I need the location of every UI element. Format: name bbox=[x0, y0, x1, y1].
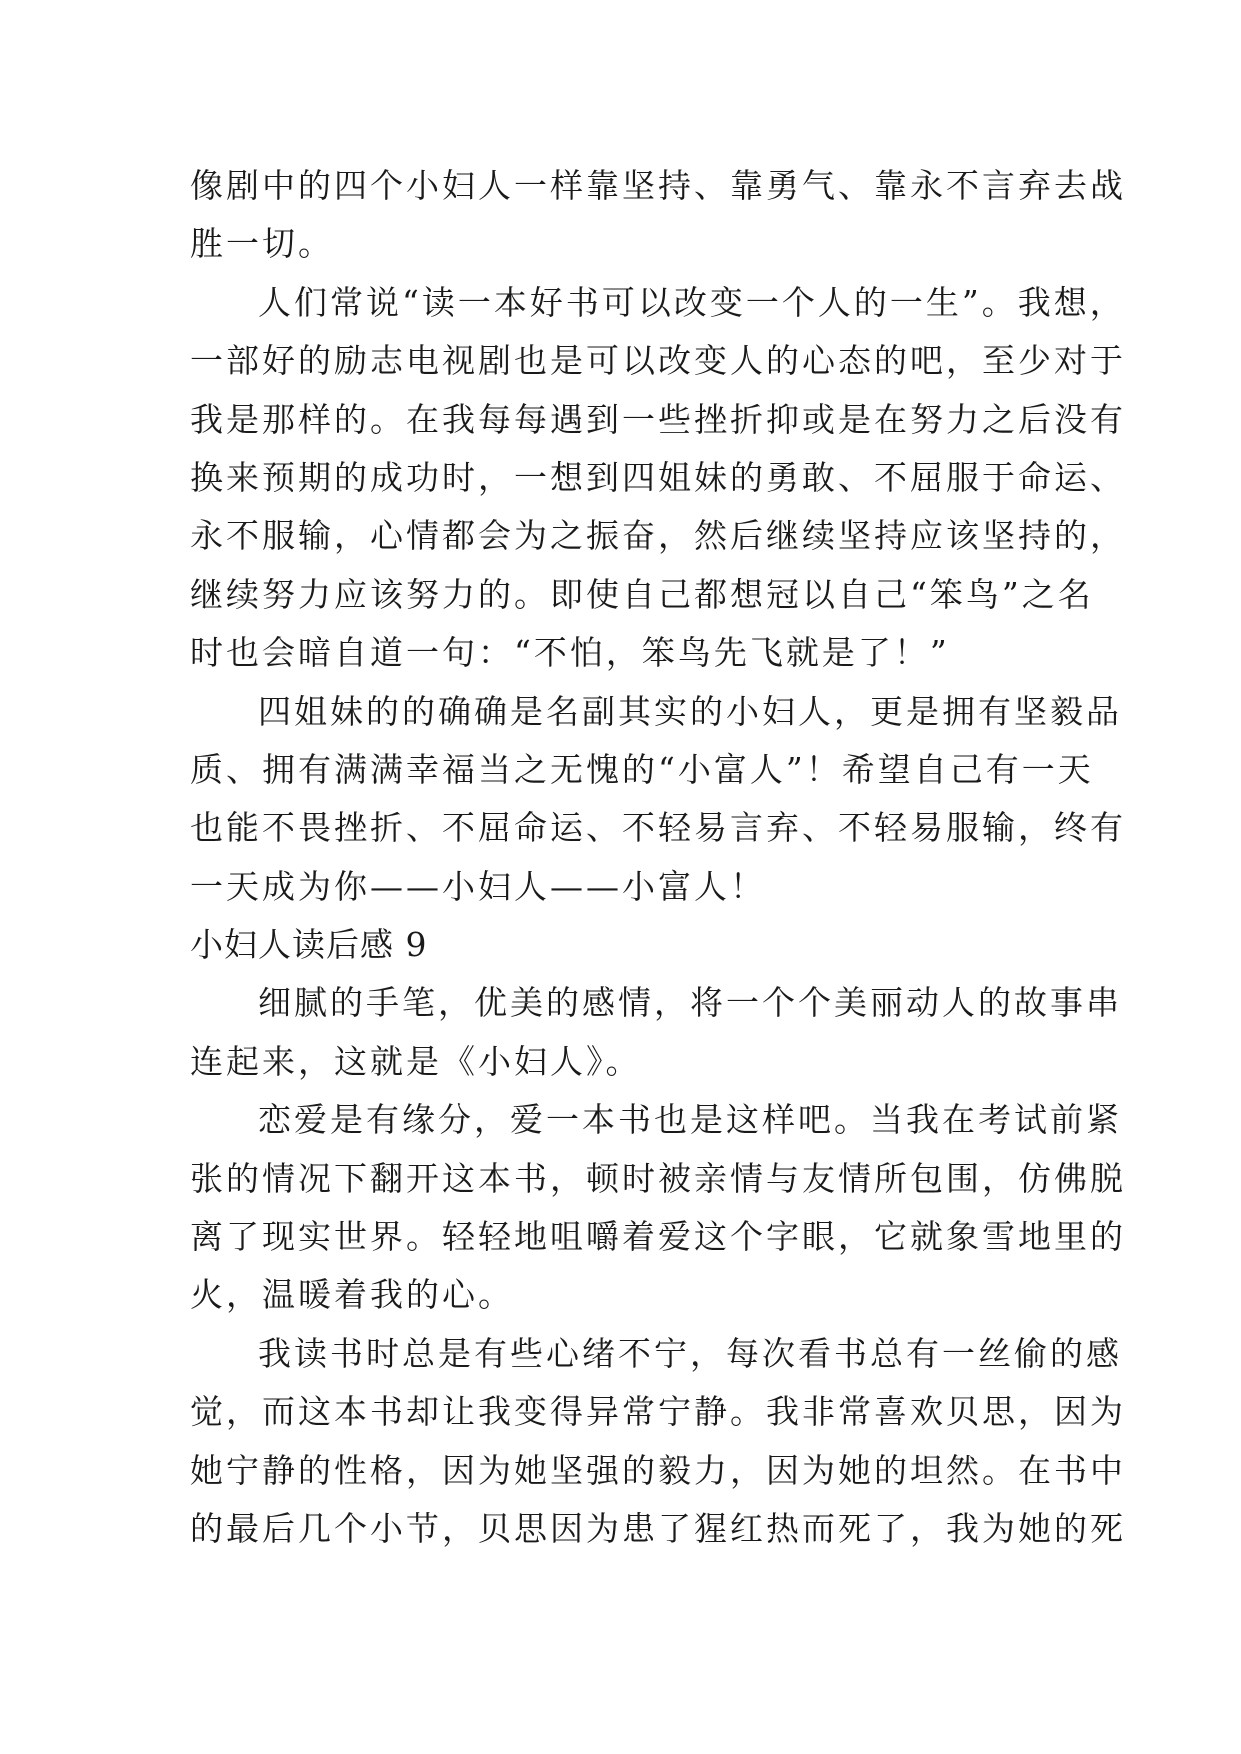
text-line: 一部好的励志电视剧也是可以改变人的心态的吧，至少对于 bbox=[190, 341, 1126, 381]
text-line: 换来预期的成功时，一想到四姐妹的勇敢、不屈服于命运、 bbox=[190, 457, 1126, 497]
text-line: 一天成为你——小妇人——小富人！ bbox=[190, 866, 766, 906]
section-heading: 小妇人读后感 9 bbox=[190, 925, 428, 965]
paragraph-start-line: 四姐妹的的确确是名副其实的小妇人，更是拥有坚毅品 bbox=[258, 691, 1122, 731]
text-line: 胜一切。 bbox=[190, 224, 334, 264]
paragraph-start-line: 细腻的手笔，优美的感情，将一个个美丽动人的故事串 bbox=[258, 983, 1122, 1023]
text-line: 也能不畏挫折、不屈命运、不轻易言弃、不轻易服输，终有 bbox=[190, 808, 1126, 848]
text-line: 永不服输，心情都会为之振奋，然后继续坚持应该坚持的， bbox=[190, 516, 1126, 556]
text-line: 离了现实世界。轻轻地咀嚼着爱这个字眼，它就象雪地里的 bbox=[190, 1217, 1126, 1257]
document-body bbox=[190, 157, 1126, 1558]
text-line: 张的情况下翻开这本书，顿时被亲情与友情所包围，仿佛脱 bbox=[190, 1158, 1126, 1198]
text-line: 的最后几个小节，贝思因为患了猩红热而死了，我为她的死 bbox=[190, 1508, 1126, 1548]
text-line: 觉，而这本书却让我变得异常宁静。我非常喜欢贝思，因为 bbox=[190, 1392, 1126, 1432]
text-line: 她宁静的性格，因为她坚强的毅力，因为她的坦然。在书中 bbox=[190, 1450, 1126, 1490]
text-line: 连起来，这就是《小妇人》。 bbox=[190, 1041, 642, 1081]
paragraph-start-line: 我读书时总是有些心绪不宁，每次看书总有一丝偷的感 bbox=[258, 1333, 1122, 1373]
text-line: 质、拥有满满幸福当之无愧的“小富人”！希望自己有一天 bbox=[190, 749, 1094, 789]
text-line: 火，温暖着我的心。 bbox=[190, 1275, 514, 1315]
text-line: 继续努力应该努力的。即使自己都想冠以自己“笨鸟”之名 bbox=[190, 574, 1094, 614]
paragraph-start-line: 人们常说“读一本好书可以改变一个人的一生”。我想， bbox=[258, 282, 1126, 322]
text-line: 我是那样的。在我每每遇到一些挫折抑或是在努力之后没有 bbox=[190, 399, 1126, 439]
text-line: 像剧中的四个小妇人一样靠坚持、靠勇气、靠永不言弃去战 bbox=[190, 166, 1126, 205]
paragraph-start-line: 恋爱是有缘分，爱一本书也是这样吧。当我在考试前紧 bbox=[258, 1100, 1122, 1140]
text-line: 时也会暗自道一句：“不怕，笨鸟先飞就是了！” bbox=[190, 633, 950, 673]
